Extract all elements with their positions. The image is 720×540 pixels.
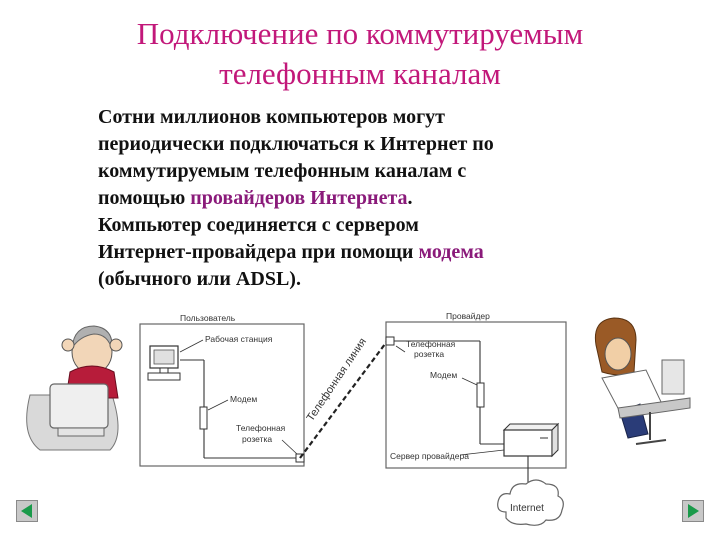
provider-phone-socket-icon <box>386 337 394 345</box>
body-line-1: Сотни миллионов компьютеров могут <box>98 106 446 128</box>
title-line-1: Подключение по коммутируемым <box>136 16 584 51</box>
slide-title <box>0 14 720 94</box>
body-line-2: периодически подключаться к Интернет по <box>98 133 494 155</box>
body-line-4-end: . <box>407 187 413 209</box>
provider-highlight: провайдеров Интернета <box>190 187 408 209</box>
modem-highlight: модема <box>418 241 484 263</box>
provider-modem-icon <box>477 383 484 407</box>
worried-user-icon <box>27 326 122 450</box>
body-line-4 <box>98 185 658 212</box>
body-line-5: Компьютер соединяется с сервером <box>98 214 419 236</box>
provider-modem-label: Модем <box>430 370 458 380</box>
provider-socket-label-1: Телефонная <box>406 339 456 349</box>
internet-label: Internet <box>510 503 544 514</box>
user-socket-label-1: Телефонная <box>236 423 286 433</box>
prev-arrow-icon <box>17 501 37 521</box>
prev-slide-button[interactable] <box>16 500 38 522</box>
user-box <box>140 324 304 466</box>
body-line-7: (обычного или ADSL). <box>98 268 301 290</box>
dialup-diagram <box>0 300 720 540</box>
user-modem-icon <box>200 407 207 429</box>
user-socket-label-2: розетка <box>242 434 273 444</box>
body-line-3: коммутируемым телефонным каналам с <box>98 160 467 182</box>
provider-server-label: Сервер провайдера <box>390 451 469 461</box>
body-line-6-text: Интернет-провайдера при помощи <box>98 241 419 263</box>
user-box-label: Пользователь <box>180 313 236 323</box>
body-paragraph <box>98 104 658 293</box>
phone-line-label: Телефонная линия <box>304 336 370 424</box>
body-line-6 <box>98 239 658 266</box>
next-arrow-icon <box>683 501 703 521</box>
next-slide-button[interactable] <box>682 500 704 522</box>
workstation-label: Рабочая станция <box>205 334 273 344</box>
provider-socket-label-2: розетка <box>414 349 445 359</box>
body-line-4-text: помощью <box>98 187 191 209</box>
happy-provider-icon <box>595 318 690 444</box>
workstation-icon <box>148 346 180 380</box>
provider-box-label: Провайдер <box>446 311 490 321</box>
provider-server-icon <box>504 424 558 456</box>
title-line-2: телефонным каналам <box>219 56 501 91</box>
user-modem-label: Модем <box>230 394 258 404</box>
